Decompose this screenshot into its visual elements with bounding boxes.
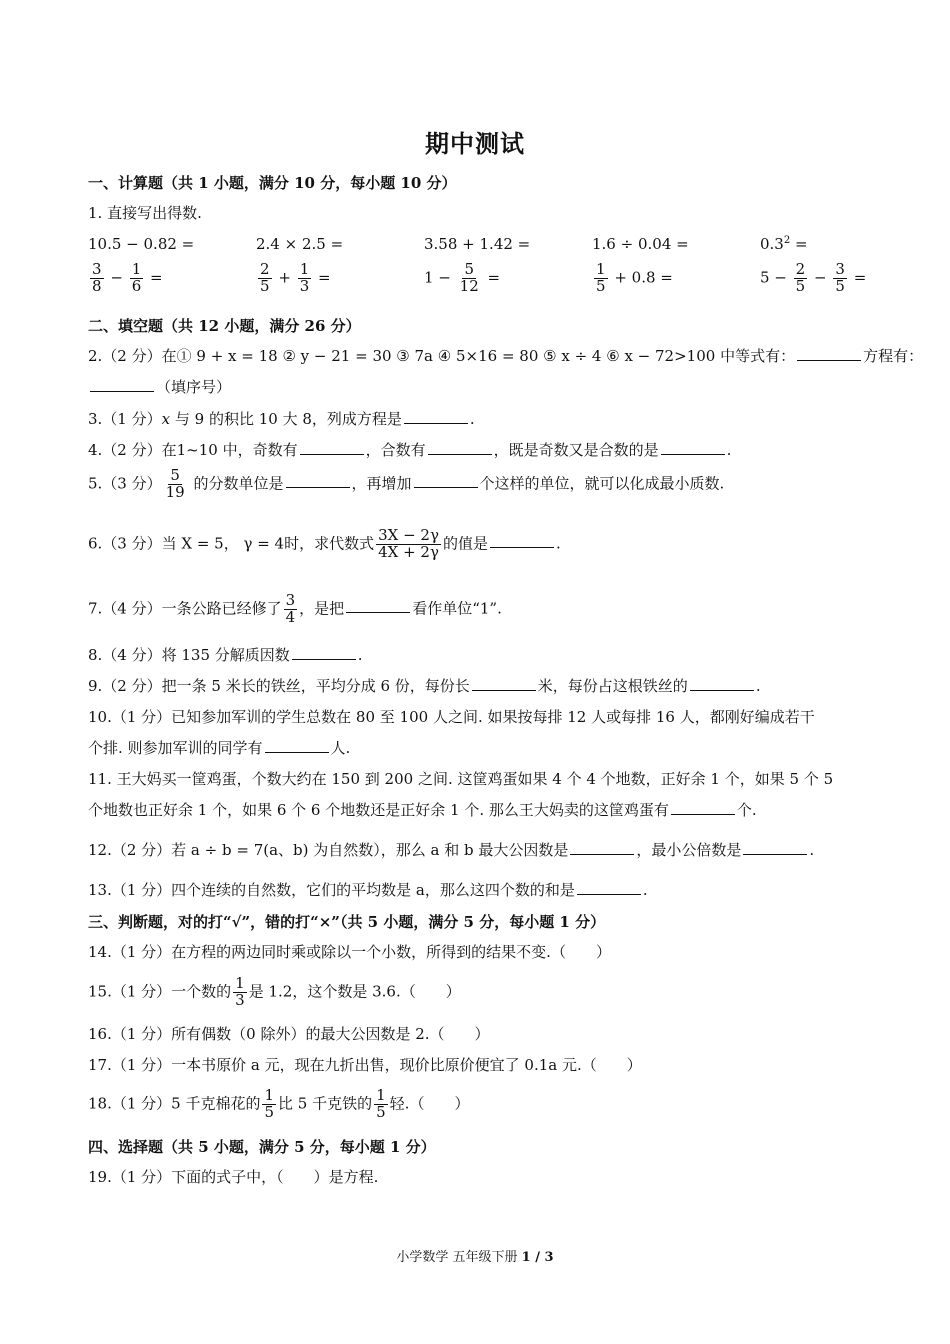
equals: = bbox=[487, 268, 501, 287]
numerator: 1 bbox=[264, 1086, 275, 1104]
page-separator: / bbox=[530, 1250, 545, 1265]
question-9 bbox=[88, 676, 761, 696]
numerator: 1 bbox=[376, 1086, 386, 1104]
section-4-heading: 四、选择题（共 5 小题，满分 5 分，每小题 1 分） bbox=[88, 1138, 436, 1156]
equals: = bbox=[853, 268, 867, 287]
answer-blank[interactable] bbox=[472, 676, 536, 691]
q1-stem: 1. 直接写出得数. bbox=[88, 204, 202, 222]
numerator: 3 bbox=[285, 591, 296, 609]
equals: = bbox=[150, 268, 163, 287]
q4-text: 4.（2 分）在1~10 中，奇数有 bbox=[88, 441, 298, 459]
denominator: 19 bbox=[165, 482, 185, 501]
q3-num: 3.（1 分） bbox=[88, 410, 162, 428]
prefix: 5 − bbox=[760, 268, 787, 287]
answer-blank[interactable] bbox=[661, 440, 725, 455]
q5-text-2: ，再增加 bbox=[351, 474, 412, 493]
page-title: 期中测试 bbox=[425, 129, 525, 158]
calc-8 bbox=[424, 262, 500, 295]
question-8 bbox=[88, 645, 363, 665]
q11-text: 个地数也正好余 1 个，如果 6 个 6 个地数还是正好余 1 个. 那么王大妈卖的这筐鸡蛋有 bbox=[88, 801, 669, 819]
numerator: 5 bbox=[170, 466, 180, 484]
answer-blank[interactable] bbox=[577, 880, 641, 895]
answer-blank[interactable] bbox=[292, 645, 356, 660]
answer-blank[interactable] bbox=[90, 377, 154, 392]
calc-6 bbox=[88, 262, 163, 295]
section-1-heading: 一、计算题（共 1 小题，满分 10 分，每小题 10 分） bbox=[88, 174, 457, 192]
q12-end: . bbox=[809, 841, 815, 859]
numerator: 1 bbox=[596, 260, 606, 278]
suffix: + 0.8 = bbox=[614, 268, 673, 287]
q18-text-2: 比 5 千克铁的 bbox=[278, 1094, 373, 1113]
denominator: 5 bbox=[596, 276, 606, 295]
fraction bbox=[130, 262, 144, 295]
question-2 bbox=[88, 346, 923, 366]
q18-text-3: 轻.（ ） bbox=[389, 1094, 470, 1113]
question-7 bbox=[88, 593, 502, 626]
q5-num: 5.（3 分） bbox=[88, 474, 162, 493]
equals: = bbox=[318, 268, 331, 287]
calc-1: 10.5 − 0.82 = bbox=[88, 235, 195, 253]
question-6 bbox=[88, 528, 561, 561]
answer-blank[interactable] bbox=[265, 738, 329, 753]
question-12 bbox=[88, 840, 814, 860]
question-11: 11. 王大妈买一筐鸡蛋，个数大约在 150 到 200 之间. 这筐鸡蛋如果 4 个 4 个地数，正好余 1 个，如果 5 个 5 bbox=[88, 770, 834, 788]
q6-text-2: 的值是 bbox=[442, 534, 488, 553]
q8-text: 8.（4 分）将 135 分解质因数 bbox=[88, 646, 290, 664]
q13-end: . bbox=[642, 881, 648, 899]
q2-text: 2.（2 分）在① 9 + x = 18 ② y − 21 = 30 ③ 7a ④ 5×16 = 80 ⑤ x ÷ 4 ⑥ x − 72>100 中等式有： bbox=[88, 347, 796, 365]
answer-blank[interactable] bbox=[743, 840, 807, 855]
numerator: 1 bbox=[299, 260, 310, 278]
fraction bbox=[458, 262, 481, 295]
calc-4: 1.6 ÷ 0.04 = bbox=[592, 235, 689, 253]
question-2-cont bbox=[88, 377, 231, 397]
question-3 bbox=[88, 409, 475, 429]
calc-5-exponent: 2 bbox=[783, 235, 791, 246]
q3-text: 与 9 的积比 10 大 8，列成方程是 bbox=[170, 410, 402, 428]
calc-3: 3.58 + 1.42 = bbox=[424, 235, 531, 253]
question-4 bbox=[88, 440, 731, 460]
calc-9 bbox=[592, 262, 673, 295]
q2-tail: （填序号） bbox=[156, 378, 232, 396]
question-15 bbox=[88, 976, 461, 1009]
q9-text-2: 米，每份占这根铁丝的 bbox=[537, 677, 688, 695]
prefix: 1 − bbox=[424, 268, 451, 287]
q12-text: 12.（2 分）若 a ÷ b = 7(a、b) 为自然数），那么 a 和 b 最大公因数是 bbox=[88, 841, 569, 859]
calc-2: 2.4 × 2.5 = bbox=[256, 235, 344, 253]
q9-text: 9.（2 分）把一条 5 米长的铁丝，平均分成 6 份，每份长 bbox=[88, 677, 470, 695]
section-3-heading: 三、判断题，对的打“√”，错的打“×”（共 5 小题，满分 5 分，每小题 1 分） bbox=[88, 913, 606, 931]
q3-end: . bbox=[469, 410, 475, 428]
operator: − bbox=[110, 268, 123, 287]
denominator: 6 bbox=[131, 276, 142, 295]
fraction bbox=[794, 262, 808, 295]
section-2-heading: 二、填空题（共 12 小题，满分 26 分） bbox=[88, 317, 361, 335]
q9-end: . bbox=[755, 677, 761, 695]
fraction bbox=[262, 1088, 276, 1121]
denominator: 4X + 2γ bbox=[378, 542, 439, 561]
calc-5 bbox=[760, 235, 808, 253]
question-5 bbox=[88, 468, 724, 501]
answer-blank[interactable] bbox=[690, 676, 754, 691]
q5-text-3: 个这样的单位，就可以化成最小质数. bbox=[479, 474, 725, 493]
footer-text: 小学数学 五年级下册 bbox=[396, 1250, 522, 1265]
q6-end: . bbox=[555, 534, 561, 553]
question-10-cont bbox=[88, 738, 350, 758]
numerator: 1 bbox=[131, 260, 142, 278]
fraction bbox=[833, 262, 847, 295]
numerator: 3X − 2γ bbox=[378, 526, 439, 544]
answer-blank[interactable] bbox=[414, 473, 478, 488]
answer-blank[interactable] bbox=[404, 409, 468, 424]
q5-text: 的分数单位是 bbox=[188, 474, 284, 493]
numerator: 3 bbox=[92, 260, 102, 278]
numerator: 2 bbox=[795, 260, 806, 278]
q10-end: 人. bbox=[330, 739, 351, 757]
numerator: 1 bbox=[235, 974, 245, 992]
question-17: 17.（1 分）一本书原价 a 元，现在九折出售，现价比原价便宜了 0.1a 元.（ ） bbox=[88, 1056, 642, 1074]
question-19: 19.（1 分）下面的式子中，（ ）是方程. bbox=[88, 1168, 379, 1186]
answer-blank[interactable] bbox=[570, 840, 634, 855]
q7-text-2: ，是把 bbox=[299, 599, 345, 618]
fraction bbox=[233, 976, 247, 1009]
fraction bbox=[258, 262, 272, 295]
denominator: 5 bbox=[795, 276, 806, 295]
page-footer bbox=[0, 1246, 950, 1265]
question-13 bbox=[88, 880, 648, 900]
fraction bbox=[594, 262, 608, 295]
q11-end: 个. bbox=[736, 801, 757, 819]
answer-blank[interactable] bbox=[797, 346, 861, 361]
q4-text-2: ，合数有 bbox=[365, 441, 426, 459]
q7-text: 7.（4 分）一条公路已经修了 bbox=[88, 599, 282, 618]
answer-blank[interactable] bbox=[346, 598, 410, 613]
denominator: 3 bbox=[235, 990, 245, 1009]
q18-text: 18.（1 分）5 千克棉花的 bbox=[88, 1094, 261, 1113]
answer-blank[interactable] bbox=[286, 473, 350, 488]
fraction bbox=[90, 262, 104, 295]
denominator: 4 bbox=[285, 607, 296, 626]
q13-text: 13.（1 分）四个连续的自然数，它们的平均数是 a，那么这四个数的和是 bbox=[88, 881, 575, 899]
answer-blank[interactable] bbox=[490, 533, 554, 548]
q10-text: 个排. 则参加军训的同学有 bbox=[88, 739, 263, 757]
calc-5-equals: = bbox=[790, 235, 808, 253]
q6-text: 6.（3 分）当 X = 5， γ = 4时，求代数式 bbox=[88, 534, 375, 553]
q12-text-2: ，最小公倍数是 bbox=[636, 841, 742, 859]
numerator: 2 bbox=[260, 260, 270, 278]
operator: + bbox=[278, 268, 291, 287]
denominator: 5 bbox=[260, 276, 270, 295]
answer-blank[interactable] bbox=[671, 800, 735, 815]
calc-10 bbox=[760, 262, 866, 295]
fraction bbox=[374, 1088, 388, 1121]
fraction bbox=[164, 468, 187, 501]
q3-var: x bbox=[161, 410, 171, 428]
denominator: 5 bbox=[376, 1102, 386, 1121]
q4-end: . bbox=[726, 441, 732, 459]
q15-text-2: 是 1.2，这个数是 3.6.（ ） bbox=[248, 982, 461, 1001]
numerator: 3 bbox=[835, 260, 845, 278]
question-16: 16.（1 分）所有偶数（0 除外）的最大公因数是 2.（ ） bbox=[88, 1025, 490, 1043]
q2-text-mid: 方程有： bbox=[863, 347, 924, 365]
denominator: 5 bbox=[835, 276, 845, 295]
numerator: 5 bbox=[464, 260, 474, 278]
answer-blank[interactable] bbox=[428, 440, 492, 455]
question-14: 14.（1 分）在方程的两边同时乘或除以一个小数，所得到的结果不变.（ ） bbox=[88, 943, 611, 961]
denominator: 8 bbox=[92, 276, 102, 295]
answer-blank[interactable] bbox=[300, 440, 364, 455]
denominator: 3 bbox=[299, 276, 310, 295]
page-number: 1 bbox=[521, 1250, 531, 1265]
calc-5-base: 0.3 bbox=[760, 235, 784, 253]
calc-7 bbox=[256, 262, 331, 295]
q4-text-3: ，既是奇数又是合数的是 bbox=[493, 441, 659, 459]
denominator: 12 bbox=[459, 276, 479, 295]
question-10: 10.（1 分）已知参加军训的学生总数在 80 至 100 人之间. 如果按每排 12 人或每排 16 人，都刚好编成若干 bbox=[88, 708, 815, 726]
question-11-cont bbox=[88, 800, 757, 820]
fraction bbox=[376, 528, 441, 561]
question-18 bbox=[88, 1088, 469, 1121]
operator: − bbox=[814, 268, 827, 287]
page-total: 3 bbox=[544, 1250, 554, 1265]
fraction bbox=[284, 593, 298, 626]
denominator: 5 bbox=[264, 1102, 275, 1121]
fraction bbox=[298, 262, 312, 295]
q8-end: . bbox=[357, 646, 363, 664]
q15-text: 15.（1 分）一个数的 bbox=[88, 982, 232, 1001]
q7-text-3: 看作单位“1”. bbox=[412, 599, 502, 618]
